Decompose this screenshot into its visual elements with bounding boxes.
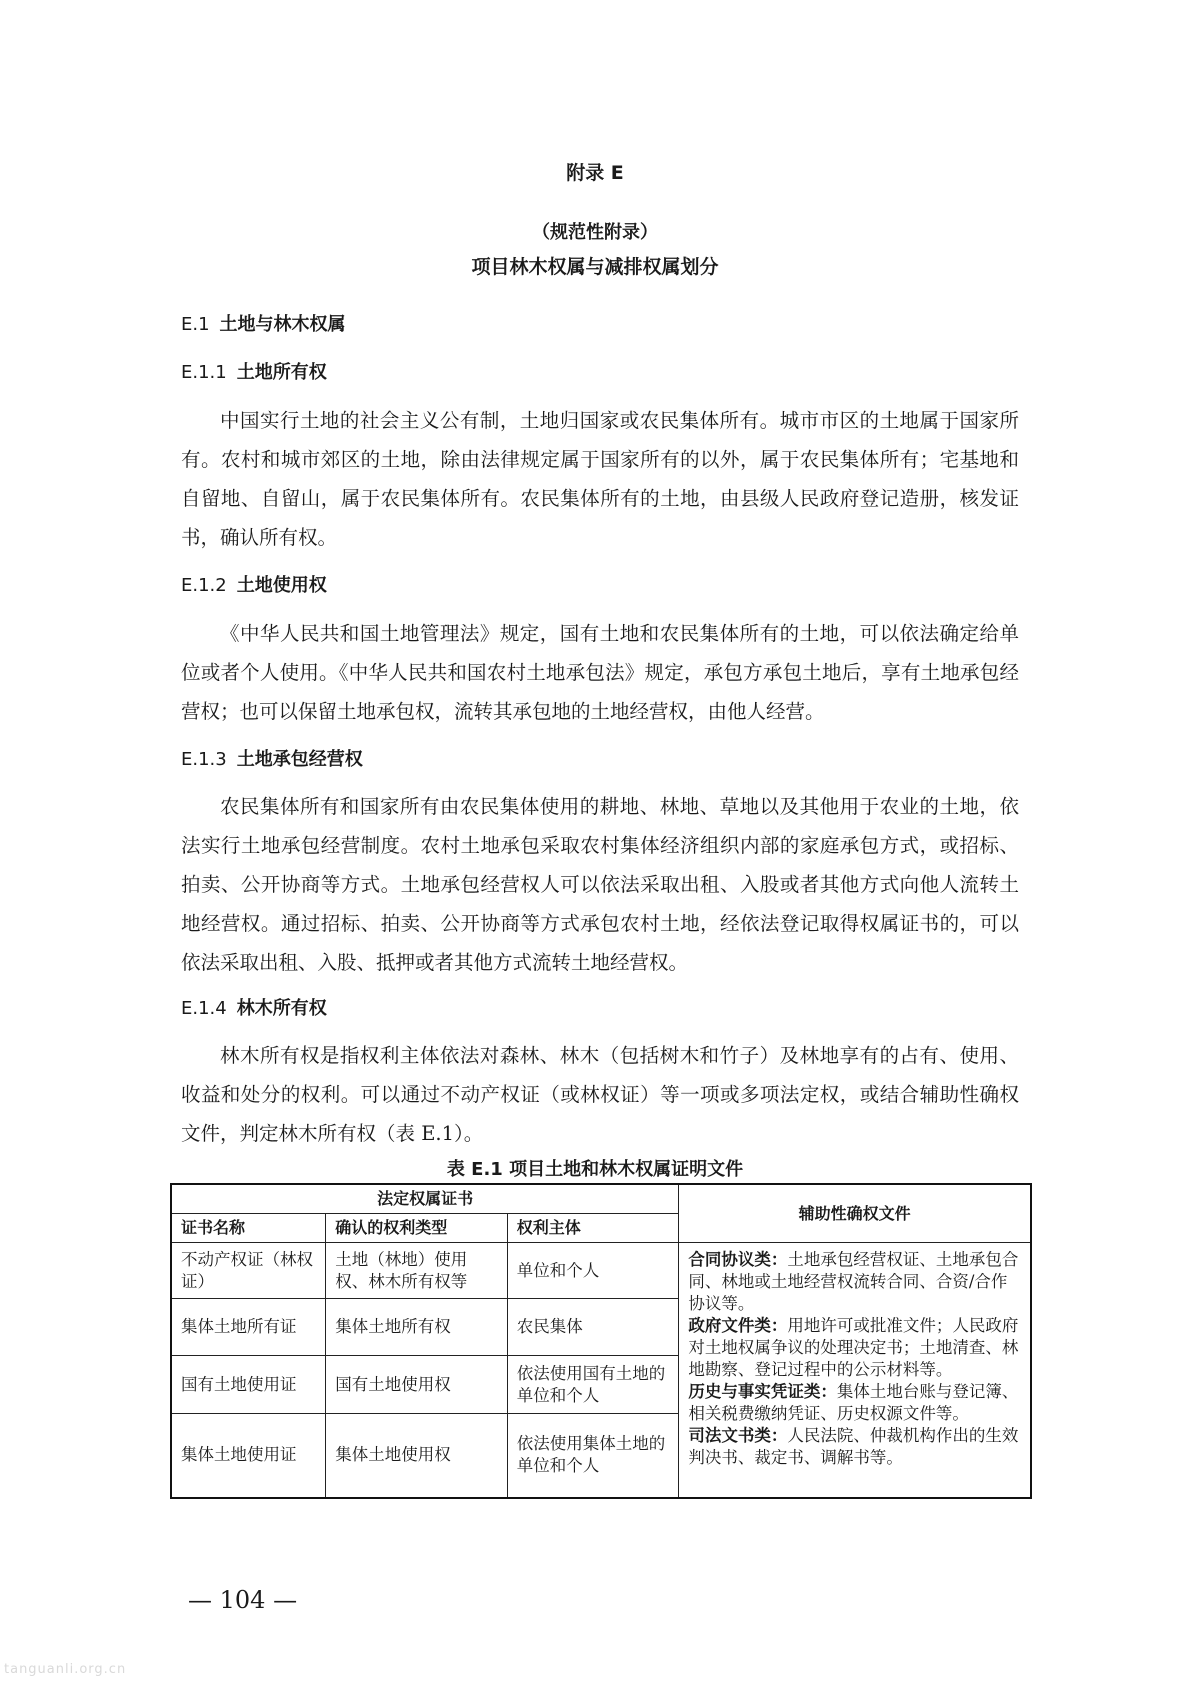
normative-label: （规范性附录） (532, 222, 658, 243)
aux-item-text: 土地承包经营权证、土地承包合同、林地或土地经营权流转合同、合资/合作协议等。 (688, 1250, 1019, 1313)
right-holder-cell: 农民集体 (507, 1299, 679, 1356)
watermark: tanguanli.org.cn (4, 1662, 127, 1677)
section-heading-e1-2 (181, 571, 327, 597)
aux-item-label: 历史与事实凭证类： (688, 1382, 837, 1401)
aux-item (688, 1249, 1021, 1315)
right-type-cell: 国有土地使用权 (326, 1356, 508, 1414)
section-number: E.1.1 (181, 362, 227, 383)
paragraph-forest-ownership: 林木所有权是指权利主体依法对森林、林木（包括树木和竹子）及林地享有的占有、使用、收益和处分的权利。可以通过不动产权证（或林权证）等一项或多项法定权，或结合辅助性确权文件，判定林木所有权（表 E.1）。 (181, 1044, 1019, 1145)
section-number: E.1.4 (181, 998, 227, 1019)
aux-item (688, 1425, 1021, 1469)
aux-item-text: 人民法院、仲裁机构作出的生效判决书、裁定书、调解书等。 (688, 1426, 1019, 1467)
right-type-cell: 土地（林地）使用权、林木所有权等 (326, 1243, 508, 1299)
section-title: 土地使用权 (236, 575, 327, 596)
aux-item-label: 合同协议类： (688, 1250, 788, 1269)
right-type-cell: 集体土地使用权 (326, 1414, 508, 1498)
auxiliary-documents-cell (679, 1243, 1031, 1498)
certificate-name-cell: 不动产权证（林权证） (171, 1243, 326, 1299)
certificate-name-cell: 国有土地使用证 (171, 1356, 326, 1414)
aux-item-text: 用地许可或批准文件；人民政府对土地权属争议的处理决定书；土地清查、林地勘察、登记过程中的公示材料等。 (688, 1316, 1019, 1379)
right-type-cell: 集体土地所有权 (326, 1299, 508, 1356)
right-holder-cell: 单位和个人 (507, 1243, 679, 1299)
aux-item (688, 1315, 1021, 1381)
column-header: 确认的权利类型 (326, 1214, 508, 1243)
section-heading-e1-1 (181, 358, 327, 384)
aux-item-label: 司法文书类： (688, 1426, 788, 1445)
section-title: 土地承包经营权 (236, 749, 363, 770)
paragraph-land-contract-right: 农民集体所有和国家所有由农民集体使用的耕地、林地、草地以及其他用于农业的土地，依法实行土地承包经营制度。农村土地承包采取农村集体经济组织内部的家庭承包方式，或招标、拍卖、公开协商等方式。土地承包经营权人可以依法采取出租、入股或者其他方式向他人流转土地经营权。通过招标、拍卖、公开协商等方式承包农村土地，经依法登记取得权属证书的，可以依法采取出租、入股、抵押或者其他方式流转土地经营权。 (181, 795, 1019, 974)
paragraph-land-use-right: 《中华人民共和国土地管理法》规定，国有土地和农民集体所有的土地，可以依法确定给单位或者个人使用。《中华人民共和国农村土地承包法》规定，承包方承包土地后，享有土地承包经营权；也可以保留土地承包权，流转其承包地的土地经营权，由他人经营。 (181, 622, 1019, 723)
statutory-certificates-header: 法定权属证书 (171, 1184, 679, 1214)
certificate-name-cell: 集体土地所有证 (171, 1299, 326, 1356)
section-heading-e1-4 (181, 994, 327, 1020)
section-number: E.1.2 (181, 575, 227, 596)
column-header: 证书名称 (171, 1214, 326, 1243)
section-number: E.1.3 (181, 749, 227, 770)
ownership-documents-table (170, 1183, 1032, 1499)
paragraph-land-ownership: 中国实行土地的社会主义公有制，土地归国家或农民集体所有。城市市区的土地属于国家所有。农村和城市郊区的土地，除由法律规定属于国家所有的以外，属于农民集体所有；宅基地和自留地、自留山，属于农民集体所有。农民集体所有的土地，由县级人民政府登记造册，核发证书，确认所有权。 (181, 409, 1019, 549)
aux-item (688, 1381, 1021, 1425)
certificate-name-cell: 集体土地使用证 (171, 1414, 326, 1498)
table-caption: 表 E.1 项目土地和林木权属证明文件 (446, 1159, 744, 1180)
section-number: E.1 (181, 314, 210, 335)
section-heading-e1-3 (181, 745, 363, 771)
aux-item-text: 集体土地台账与登记簿、相关税费缴纳凭证、历史权源文件等。 (688, 1382, 1019, 1423)
section-title: 土地所有权 (236, 362, 327, 383)
appendix-heading: 附录 E (566, 162, 624, 184)
page-number: — 104 — (188, 1586, 298, 1614)
section-title: 土地与林木权属 (219, 314, 346, 335)
section-title: 林木所有权 (236, 998, 327, 1019)
column-header: 权利主体 (507, 1214, 679, 1243)
table-row (171, 1243, 1031, 1299)
section-heading-e1 (181, 310, 346, 336)
right-holder-cell: 依法使用国有土地的单位和个人 (507, 1356, 679, 1414)
right-holder-cell: 依法使用集体土地的单位和个人 (507, 1414, 679, 1498)
appendix-title: 项目林木权属与减排权属划分 (471, 256, 719, 278)
aux-item-label: 政府文件类： (688, 1316, 788, 1335)
auxiliary-documents-header: 辅助性确权文件 (679, 1184, 1031, 1243)
